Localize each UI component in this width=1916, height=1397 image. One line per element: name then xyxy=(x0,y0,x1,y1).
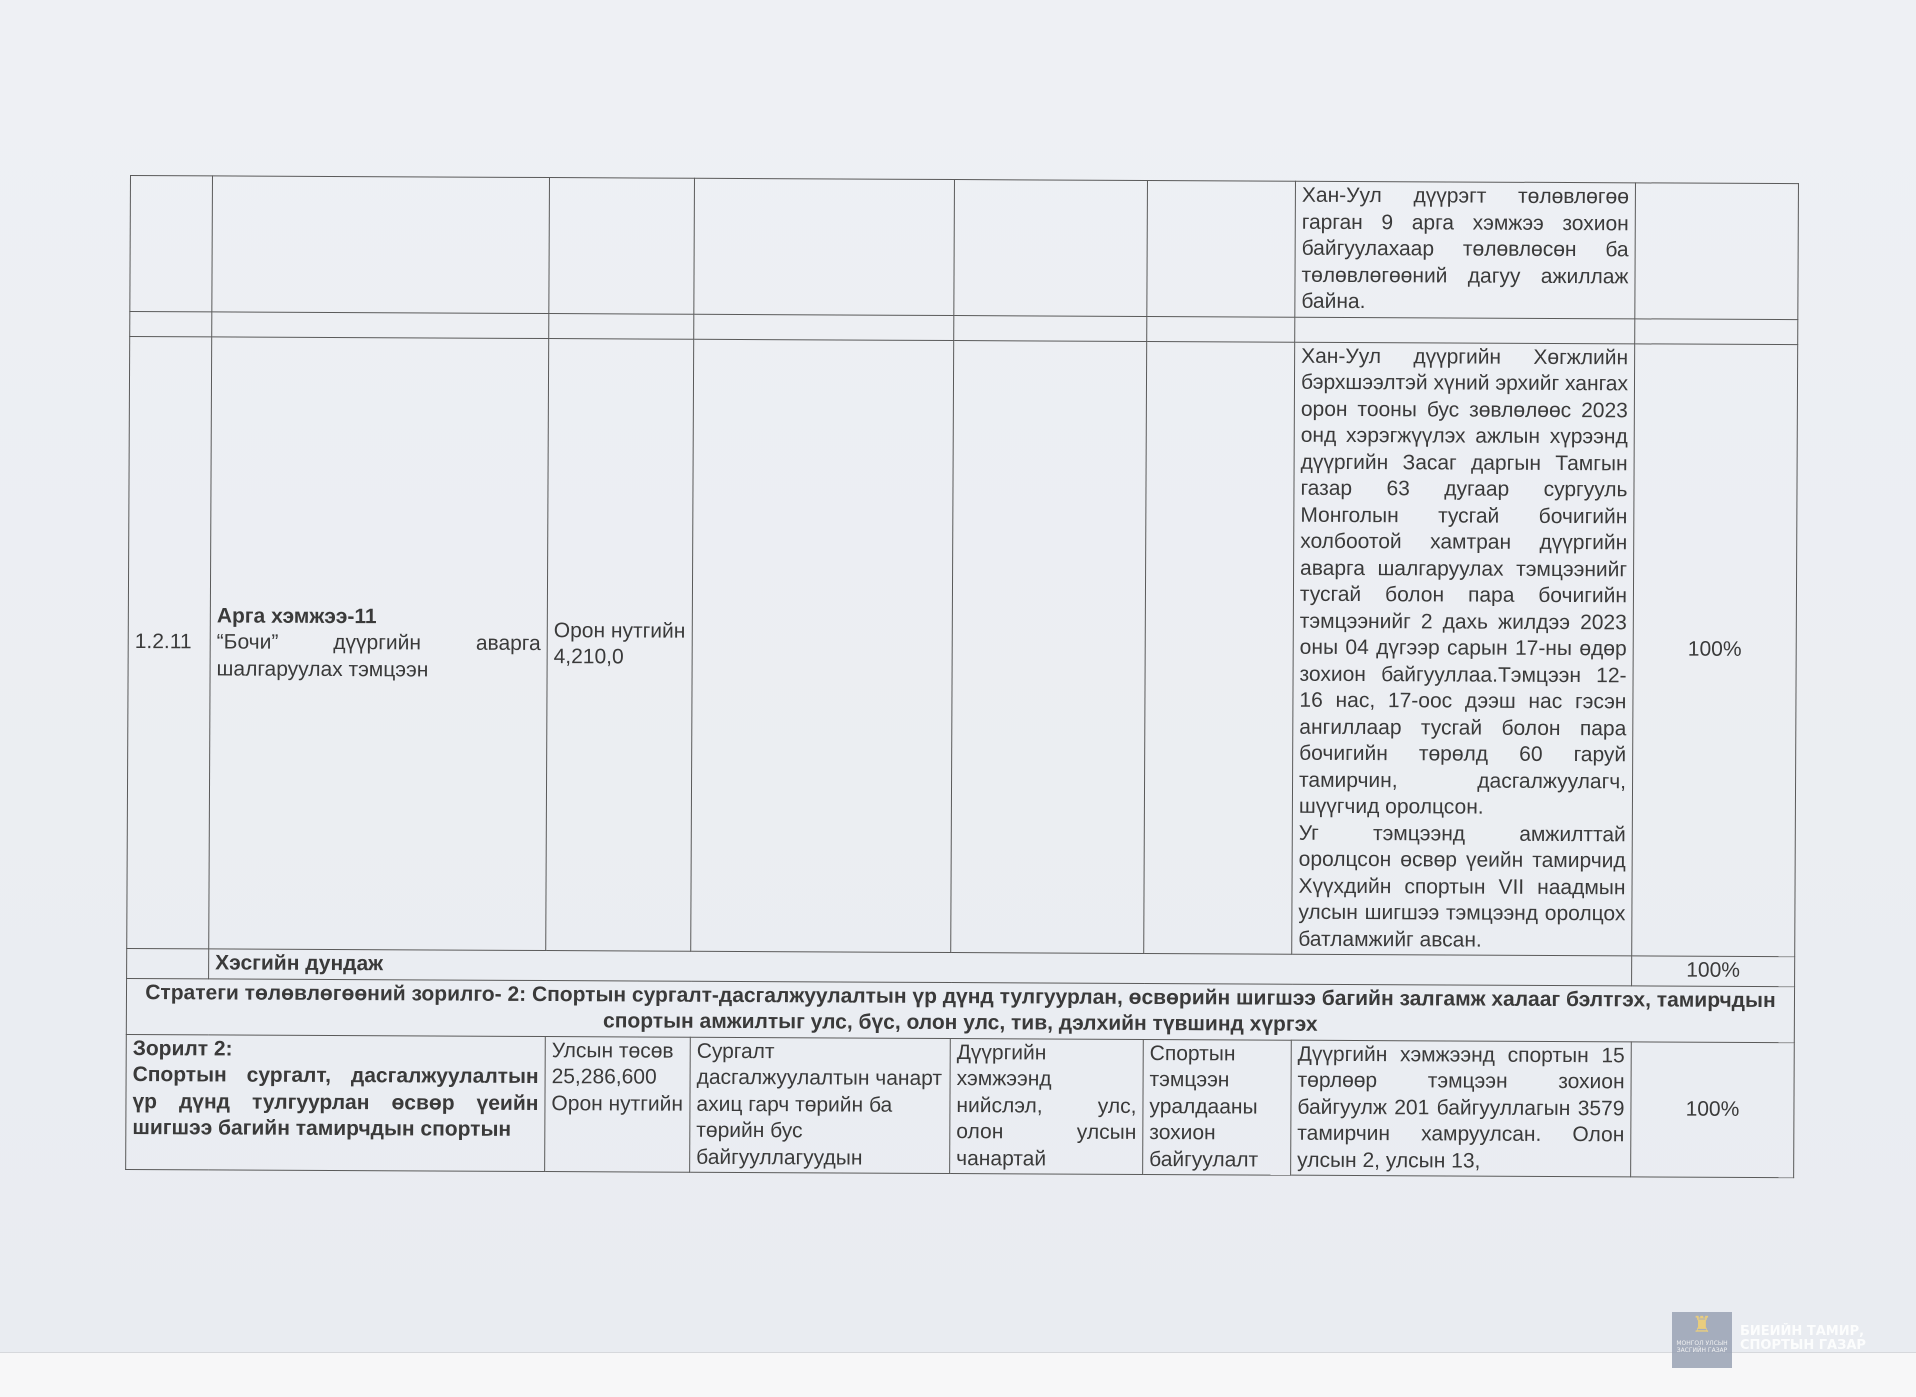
table-cell xyxy=(951,340,1147,953)
goal-heading-row xyxy=(126,978,1794,1042)
report-table xyxy=(125,175,1799,1178)
table-cell xyxy=(549,178,695,314)
logo-caption: МОНГОЛ УЛСЫН ЗАСГИЙН ГАЗАР xyxy=(1676,1340,1728,1354)
result-cell: Хан-Уул дүүргийн Хөгжлийн бэрхшээлтэй хүний эрхийг хангах орон тооны бус зөвлөлөөс 2023 онд хэрэгжүүлэх ажлын хүрээнд дүүргийн Засаг даргын Тамгын газар 63 дугаар сургууль Монголын тусгай бочигийн холбоотой хамтран дүүргийн аварга шалгаруулах тэмцээнийг тусгай болон пара бочигийн тэмцээнийг 2 дахь жилдээ 2023 оны 04 дүгээр сарын 17-ны өдөр зохион байгууллаа.Тэмцээн 12-16 нас, 17-оос дээш нас гэсэн ангиллаар тусгай болон пара бочигийн төрөлд 60 гаруй тамирчин, дасгалжуулагч, шүүгчид оролцсон. Уг тэмцээнд амжилттай оролцсон өсвөр үеийн тамирчид Хүүхдийн спортын VII наадмын улсын шигшээ тэмцээнд оролцох батламжийг авсан. xyxy=(1292,342,1635,956)
subtotal-percent: 100% xyxy=(1632,956,1795,986)
table-cell xyxy=(1635,183,1799,319)
bottom-strip xyxy=(0,1352,1916,1397)
table-row xyxy=(126,1034,1795,1178)
table-cell xyxy=(549,313,694,339)
activity-description: “Бочи” дүүргийн аварга шалгаруулах тэмцээн xyxy=(216,630,541,681)
table-cell xyxy=(212,176,550,313)
table-cell xyxy=(1147,180,1296,316)
table-cell xyxy=(127,948,209,978)
budget-cell: Улсын төсөв 25,286,600 Орон нутгийн xyxy=(545,1036,691,1172)
result-cell: Дүүргийн хэмжээнд спортын 15 төрлөөр тэмцээн зохион байгуулж 201 байгууллагын 3579 тамирчин хамруулсан. Олон улсын 2, улсын 13, xyxy=(1291,1040,1632,1177)
objective-cell: Зорилт 2: Спортын сургалт, дасгалжуулалтын үр дүнд тулгуурлан өсвөр үеийн шигшээ багийн тамирчдын спортын xyxy=(126,1034,546,1172)
table-cell: Спортын тэмцээн уралдааны зохион байгуулалт xyxy=(1143,1039,1292,1175)
percent-cell: 100% xyxy=(1632,343,1798,956)
goal-heading: Стратеги төлөвлөгөөний зорилго- 2: Спортын сургалт-дасгалжуулалтын үр дүнд тулгуурлан, өсвөрийн шигшээ багийн залгамж халааг бэлтгэх, тамирчдын спортын амжилтыг улс, бүс, олон улс, тив, дэлхийн түвшинд хүргэх xyxy=(126,978,1794,1042)
table-cell xyxy=(954,315,1147,341)
organization-name: БИЕИЙН ТАМИР, СПОРТЫН ГАЗАР xyxy=(1740,1324,1866,1353)
budget-cell: Орон нутгийн 4,210,0 xyxy=(546,338,694,951)
item-code: 1.2.11 xyxy=(127,336,212,949)
percent-cell: 100% xyxy=(1631,1041,1795,1177)
table-cell xyxy=(691,339,954,953)
table-cell xyxy=(212,311,549,338)
table-cell xyxy=(694,178,955,315)
result-cell: Хан-Уул дүүрэгт төлөвлөгөө гарган 9 арга хэмжээ зохион байгуулахаар төлөвлөсөн ба төлөвлөгөөний дагуу ажиллаж байна. xyxy=(1295,181,1636,318)
table-cell xyxy=(694,314,954,340)
table-cell xyxy=(954,180,1148,316)
activity-cell xyxy=(209,336,549,950)
table-row xyxy=(130,176,1799,320)
table-row xyxy=(127,336,1798,957)
table-cell xyxy=(1295,317,1635,344)
table-cell xyxy=(1147,316,1295,342)
table-cell xyxy=(1144,341,1295,954)
activity-title: Арга хэмжээ-11 xyxy=(216,603,377,628)
table-cell: Сургалт дасгалжуулалтын чанарт ахиц гарч төрийн ба төрийн бус байгууллагуудын xyxy=(690,1037,951,1174)
emblem-icon: ♜ xyxy=(1692,1313,1712,1338)
table-cell: Дүүргийн хэмжээнд нийслэл, улс, олон улсын чанартай xyxy=(950,1038,1144,1174)
subtotal-label: Хэсгийн дундаж xyxy=(209,949,1632,985)
table-cell xyxy=(130,176,213,312)
table-cell xyxy=(130,311,212,336)
emblem-logo xyxy=(1672,1312,1732,1368)
table-cell xyxy=(1635,318,1798,344)
